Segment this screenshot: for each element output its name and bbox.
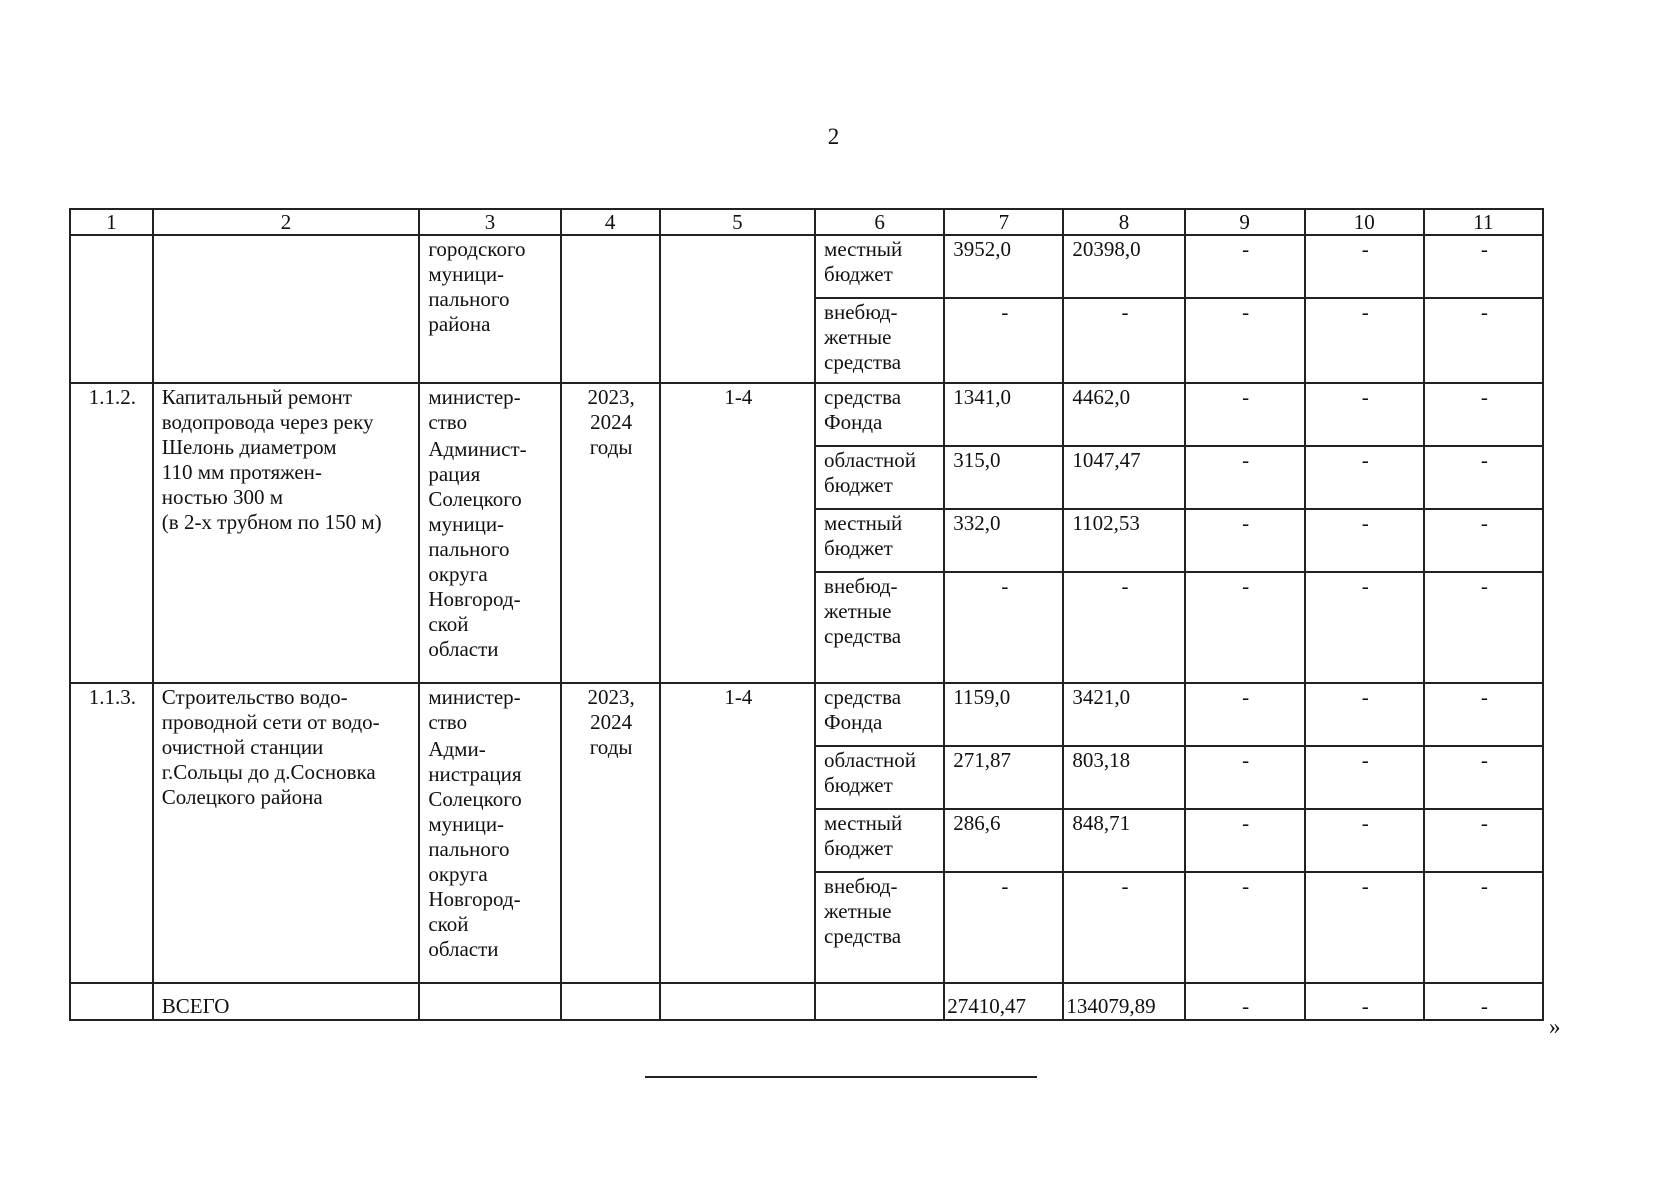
value-cell: - (1185, 509, 1305, 572)
value-cell: - (1305, 383, 1424, 446)
value-cell: - (1185, 235, 1305, 298)
total-row (70, 983, 1543, 1020)
years-cell: 2023, 2024 годы (561, 683, 660, 983)
empty-cell (561, 983, 660, 1020)
closing-rule (645, 1076, 1037, 1078)
item-name-cell (153, 235, 420, 383)
header-cell: 7 (944, 209, 1063, 235)
source-cell: внебюд- жетные средства (815, 298, 944, 383)
header-cell: 10 (1305, 209, 1424, 235)
item-name-cell: Капитальный ремонт водопровода через реку Шелонь диаметром 110 мм протяжен- ностью 300 м (в 2-х трубном по 150 м) (153, 383, 420, 683)
value-cell: - (944, 572, 1063, 683)
header-cell: 1 (70, 209, 153, 235)
value-cell: - (1185, 298, 1305, 383)
value-cell: 315,0 (944, 446, 1063, 509)
value-cell: - (1305, 746, 1424, 809)
value-cell: - (1305, 235, 1424, 298)
value-cell: 3952,0 (944, 235, 1063, 298)
total-value: 134079,89 (1063, 983, 1184, 1020)
value-cell: - (1185, 809, 1305, 872)
value-cell: 1047,47 (1063, 446, 1184, 509)
value-cell: - (1424, 383, 1543, 446)
executor-cell: городского муници- пального района (419, 235, 560, 383)
value-cell: 1102,53 (1063, 509, 1184, 572)
value-cell: - (1424, 872, 1543, 983)
executor-cell: министер- ство Адми- нистрация Солецкого муници- пального округа Новгород- ской области (419, 683, 560, 983)
executor-cell: министер- ство Админист- рация Солецкого муници- пального округа Новгород- ской области (419, 383, 560, 683)
value-cell: - (944, 872, 1063, 983)
value-cell: 1159,0 (944, 683, 1063, 746)
value-cell: 286,6 (944, 809, 1063, 872)
header-cell: 8 (1063, 209, 1184, 235)
source-cell: местный бюджет (815, 809, 944, 872)
empty-cell (815, 983, 944, 1020)
value-cell: - (1424, 683, 1543, 746)
empty-cell (660, 983, 815, 1020)
value-cell: 4462,0 (1063, 383, 1184, 446)
value-cell: - (1424, 509, 1543, 572)
header-cell: 6 (815, 209, 944, 235)
source-cell: областной бюджет (815, 746, 944, 809)
source-cell: местный бюджет (815, 509, 944, 572)
value-cell: - (1424, 298, 1543, 383)
total-value: - (1424, 983, 1543, 1020)
item-number-cell: 1.1.3. (70, 683, 153, 983)
value-cell: - (1305, 572, 1424, 683)
value-cell: - (1305, 872, 1424, 983)
value-cell: - (1185, 683, 1305, 746)
years-cell: 2023, 2024 годы (561, 383, 660, 683)
value-cell: - (1305, 298, 1424, 383)
table-row (70, 683, 1543, 746)
header-cell: 9 (1185, 209, 1305, 235)
value-cell: - (1185, 446, 1305, 509)
source-cell: внебюд- жетные средства (815, 572, 944, 683)
budget-table (69, 208, 1544, 1021)
value-cell: - (1424, 446, 1543, 509)
header-cell: 2 (153, 209, 420, 235)
value-cell: - (1424, 809, 1543, 872)
value-cell: - (944, 298, 1063, 383)
value-cell: - (1185, 572, 1305, 683)
item-name-cell: Строительство водо- проводной сети от водо- очистной станции г.Сольцы до д.Сосновка Солецкого района (153, 683, 420, 983)
value-cell: - (1063, 572, 1184, 683)
total-value: - (1185, 983, 1305, 1020)
value-cell: 3421,0 (1063, 683, 1184, 746)
source-cell: средства Фонда (815, 383, 944, 446)
empty-cell (419, 983, 560, 1020)
value-cell: 20398,0 (1063, 235, 1184, 298)
source-cell: областной бюджет (815, 446, 944, 509)
item-number-cell (70, 235, 153, 383)
header-cell: 11 (1424, 209, 1543, 235)
header-cell: 4 (561, 209, 660, 235)
item-number-cell: 1.1.2. (70, 383, 153, 683)
total-value: 27410,47 (944, 983, 1063, 1020)
value-cell: - (1305, 683, 1424, 746)
source-cell: средства Фонда (815, 683, 944, 746)
value-cell: 332,0 (944, 509, 1063, 572)
value-cell: - (1305, 509, 1424, 572)
total-label: ВСЕГО (153, 983, 420, 1020)
table-row (70, 383, 1543, 446)
years-cell (561, 235, 660, 383)
empty-cell (70, 983, 153, 1020)
total-value: - (1305, 983, 1424, 1020)
value-cell: - (1424, 746, 1543, 809)
source-cell: местный бюджет (815, 235, 944, 298)
value-cell: - (1185, 383, 1305, 446)
indicator-cell: 1-4 (660, 383, 815, 683)
header-cell: 3 (419, 209, 560, 235)
table-row (70, 235, 1543, 298)
value-cell: - (1063, 298, 1184, 383)
indicator-cell: 1-4 (660, 683, 815, 983)
value-cell: 848,71 (1063, 809, 1184, 872)
value-cell: - (1424, 572, 1543, 683)
value-cell: - (1305, 446, 1424, 509)
page-number: 2 (827, 124, 840, 149)
value-cell: - (1424, 235, 1543, 298)
value-cell: 803,18 (1063, 746, 1184, 809)
value-cell: - (1305, 809, 1424, 872)
value-cell: - (1063, 872, 1184, 983)
header-cell: 5 (660, 209, 815, 235)
value-cell: 1341,0 (944, 383, 1063, 446)
closing-quote: » (1549, 1014, 1561, 1039)
value-cell: - (1185, 872, 1305, 983)
header-row (70, 209, 1543, 235)
value-cell: - (1185, 746, 1305, 809)
indicator-cell (660, 235, 815, 383)
source-cell: внебюд- жетные средства (815, 872, 944, 983)
value-cell: 271,87 (944, 746, 1063, 809)
